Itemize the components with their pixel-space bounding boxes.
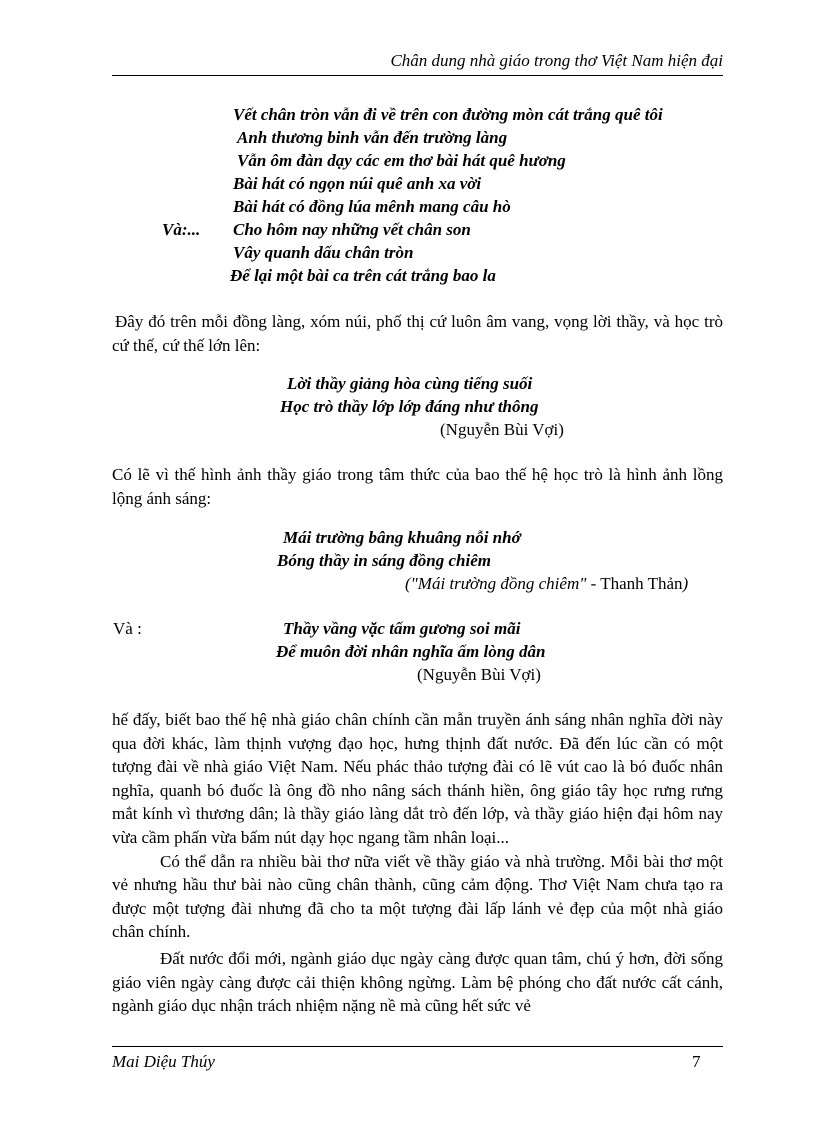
poem-line: Thầy vầng vặc tấm gương soi mãi	[283, 619, 521, 638]
poem-prefix: Và:...	[162, 220, 201, 239]
paragraph-text: Có lẽ vì thế hình ảnh thầy giáo trong tâm thức của bao thế hệ học trò là hình ảnh lồng lộng ánh sáng:	[112, 465, 723, 508]
poem-line: Học trò thầy lớp lớp đáng như thông	[280, 397, 539, 416]
poem-attribution: (Nguyễn Bùi Vợi)	[440, 420, 564, 439]
paragraph	[112, 463, 723, 510]
paragraph-text: hế đấy, biết bao thế hệ nhà giáo chân chính cần mẫn truyền ánh sáng nhân nghĩa đời này qua đời khác, làm thịnh vượng đạo học, hưng thịnh đất nước. Đã đến lúc cần có một tượng đài về nhà giáo Việt Nam. Nếu phác thảo tượng đài có lẽ vút cao là bó đuốc nhân nghĩa, quanh bó đuốc là ông đồ nho nâng sách thánh hiền, ông giáo tây học rưng rưng mắt kính vì thương dân; là thầy giáo làng dắt trò đến lớp, và thầy giáo hiện đại hôm nay vừa cầm phấn vừa bấm nút dạy học ngang tầm nhân loại...	[112, 710, 723, 847]
poem-line: Vây quanh dấu chân tròn	[233, 243, 414, 262]
poem-line: Để muôn đời nhân nghĩa ấm lòng dân	[276, 642, 546, 661]
footer-author: Mai Diệu Thúy	[112, 1052, 215, 1071]
poem-line: Bài hát có đồng lúa mênh mang câu hò	[233, 197, 511, 216]
poem-line: Vết chân tròn vẫn đi về trên con đường mòn cát trắng quê tôi	[233, 105, 663, 124]
poem-prefix: Và :	[113, 619, 142, 638]
footer-rule	[112, 1046, 723, 1047]
paragraph-text: Đất nước đổi mới, ngành giáo dục ngày càng được quan tâm, chú ý hơn, đời sống giáo viên ngày càng được cải thiện không ngừng. Làm bệ phóng cho đất nước cất cánh, ngành giáo dục nhận trách nhiệm nặng nề mà cũng hết sức vẻ	[112, 948, 723, 1016]
running-header-title: Chân dung nhà giáo trong thơ Việt Nam hiện đại	[390, 51, 723, 70]
poem-attribution: (Nguyễn Bùi Vợi)	[417, 665, 541, 684]
poem-line: Mái trường bâng khuâng nỗi nhớ	[283, 528, 521, 547]
header-rule	[112, 75, 723, 76]
paragraph	[112, 310, 723, 357]
poem-line: Bóng thầy in sáng đồng chiêm	[277, 551, 491, 570]
poem-line: Bài hát có ngọn núi quê anh xa vời	[233, 174, 482, 193]
poem-line: Cho hôm nay những vết chân son	[233, 220, 471, 239]
paragraph-text: Có thể dẫn ra nhiều bài thơ nữa viết về thầy giáo và nhà trường. Mỗi bài thơ một vẻ nhưng hầu thư bài nào cũng chân thành, cũng cảm động. Thơ Việt Nam chưa tạo ra được một tượng đài nhưng đã cho ta một tượng đài lấp lánh vẻ đẹp của một nhà giáo chân chính.	[112, 851, 723, 942]
poem-line: Vẫn ôm đàn dạy các em thơ bài hát quê hương	[237, 151, 566, 170]
poem-line: Lời thầy giảng hòa cùng tiếng suối	[287, 374, 533, 393]
paragraph-text: Đây đó trên mỗi đồng làng, xóm núi, phố thị cứ luôn âm vang, vọng lời thầy, và học trò cứ thế, cứ thế lớn lên:	[112, 312, 723, 355]
poem-line: Anh thương binh vẫn đến trường làng	[237, 128, 508, 147]
poem-line: Để lại một bài ca trên cát trắng bao la	[230, 266, 496, 285]
body-text	[112, 708, 723, 1018]
page-number: 7	[692, 1052, 701, 1071]
poem-attribution: ("Mái trường đồng chiêm" - Thanh Thản)	[405, 574, 689, 593]
